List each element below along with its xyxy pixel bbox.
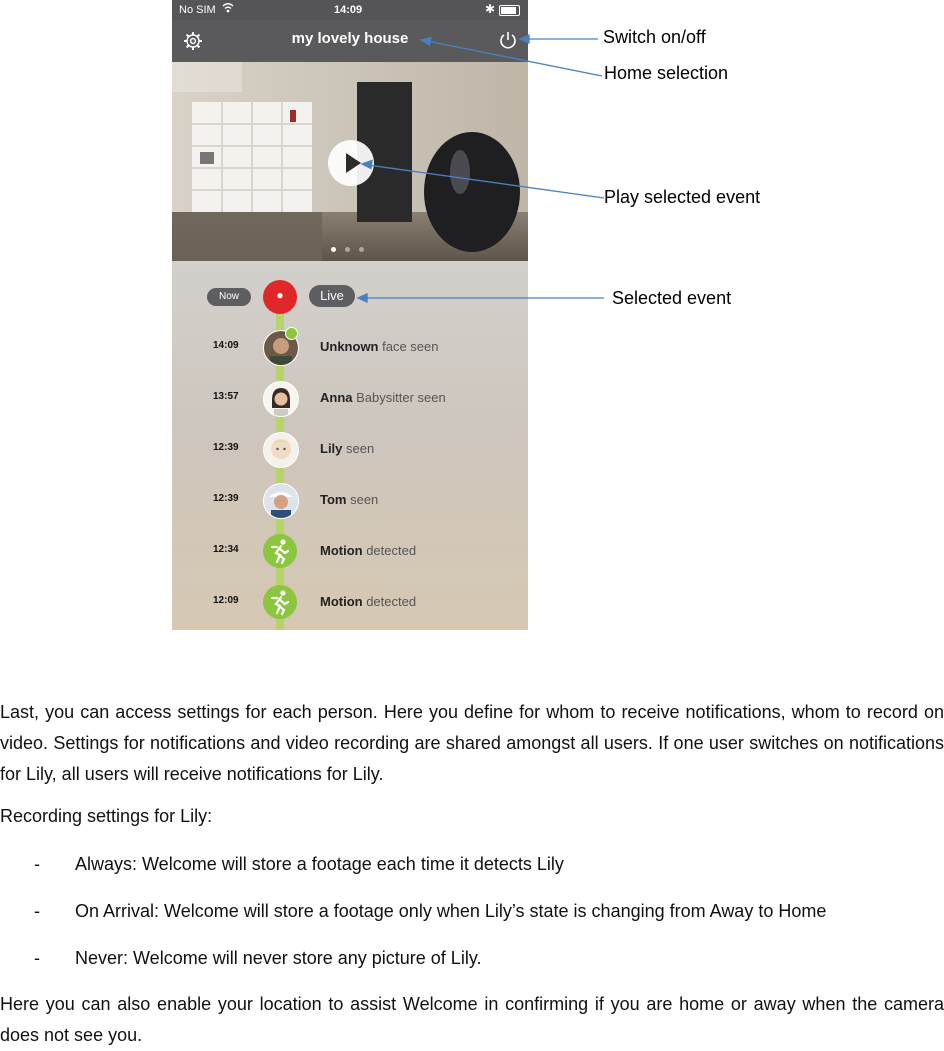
event-label: Lily seen <box>320 441 375 456</box>
event-row[interactable] <box>172 429 528 469</box>
event-time: 13:57 <box>213 391 239 402</box>
location-paragraph: Here you can also enable your location to assist Welcome in confirming if you are home or away when the camera does not see you. <box>0 994 944 1045</box>
live-button[interactable]: Live <box>309 285 355 307</box>
annotation-selected: Selected event <box>612 288 732 308</box>
event-time: 12:09 <box>213 595 239 606</box>
bullet-marker: - <box>34 854 40 874</box>
bullet-text: On Arrival: Welcome will store a footage only when Lily’s state is changing from Away to Home <box>75 901 827 921</box>
bullet-marker: - <box>34 948 40 968</box>
event-time: 12:39 <box>213 442 239 453</box>
event-label: Tom seen <box>320 492 379 507</box>
annotation-play: Play selected event <box>604 187 761 207</box>
event-time: 12:34 <box>213 544 239 555</box>
event-row[interactable] <box>172 582 528 622</box>
event-row[interactable] <box>172 327 528 367</box>
event-label: Unknown face seen <box>320 339 439 354</box>
event-label: Motion detected <box>320 594 417 609</box>
event-row[interactable] <box>172 480 528 520</box>
event-label: Motion detected <box>320 543 417 558</box>
event-row[interactable] <box>172 378 528 418</box>
event-time: 12:39 <box>213 493 239 504</box>
recording-heading: Recording settings for Lily: <box>0 806 213 826</box>
intro-paragraph: Last, you can access settings for each person. Here you define for whom to receive notifications, whom to record on video. Settings for notifications and video recording are shared amongst all users. If one user switches on notifications for Lily, all users will receive notifications for Lily. <box>0 702 944 784</box>
face-anna-avatar <box>263 381 299 417</box>
face-tom-avatar <box>263 483 299 519</box>
bluetooth-icon: ✱ <box>485 2 496 16</box>
bullet-marker: - <box>34 901 40 921</box>
event-row[interactable] <box>172 531 528 571</box>
event-time: 14:09 <box>213 340 239 351</box>
status-time: 14:09 <box>334 4 363 16</box>
face-lily-avatar <box>263 432 299 468</box>
event-label: Anna Babysitter seen <box>320 390 446 405</box>
annotation-switch: Switch on/off <box>603 27 706 47</box>
annotation-home: Home selection <box>604 63 729 83</box>
home-selector[interactable]: my lovely house <box>291 30 409 47</box>
bullet-text: Never: Welcome will never store any picture of Lily. <box>75 948 482 968</box>
running-person-icon <box>263 585 297 619</box>
now-button[interactable]: Now <box>207 288 251 306</box>
annotation-arrows <box>0 0 944 330</box>
bullet-text: Always: Welcome will store a footage each time it detects Lily <box>75 854 564 874</box>
carrier-label: No SIM <box>179 4 216 16</box>
running-person-icon <box>263 534 297 568</box>
